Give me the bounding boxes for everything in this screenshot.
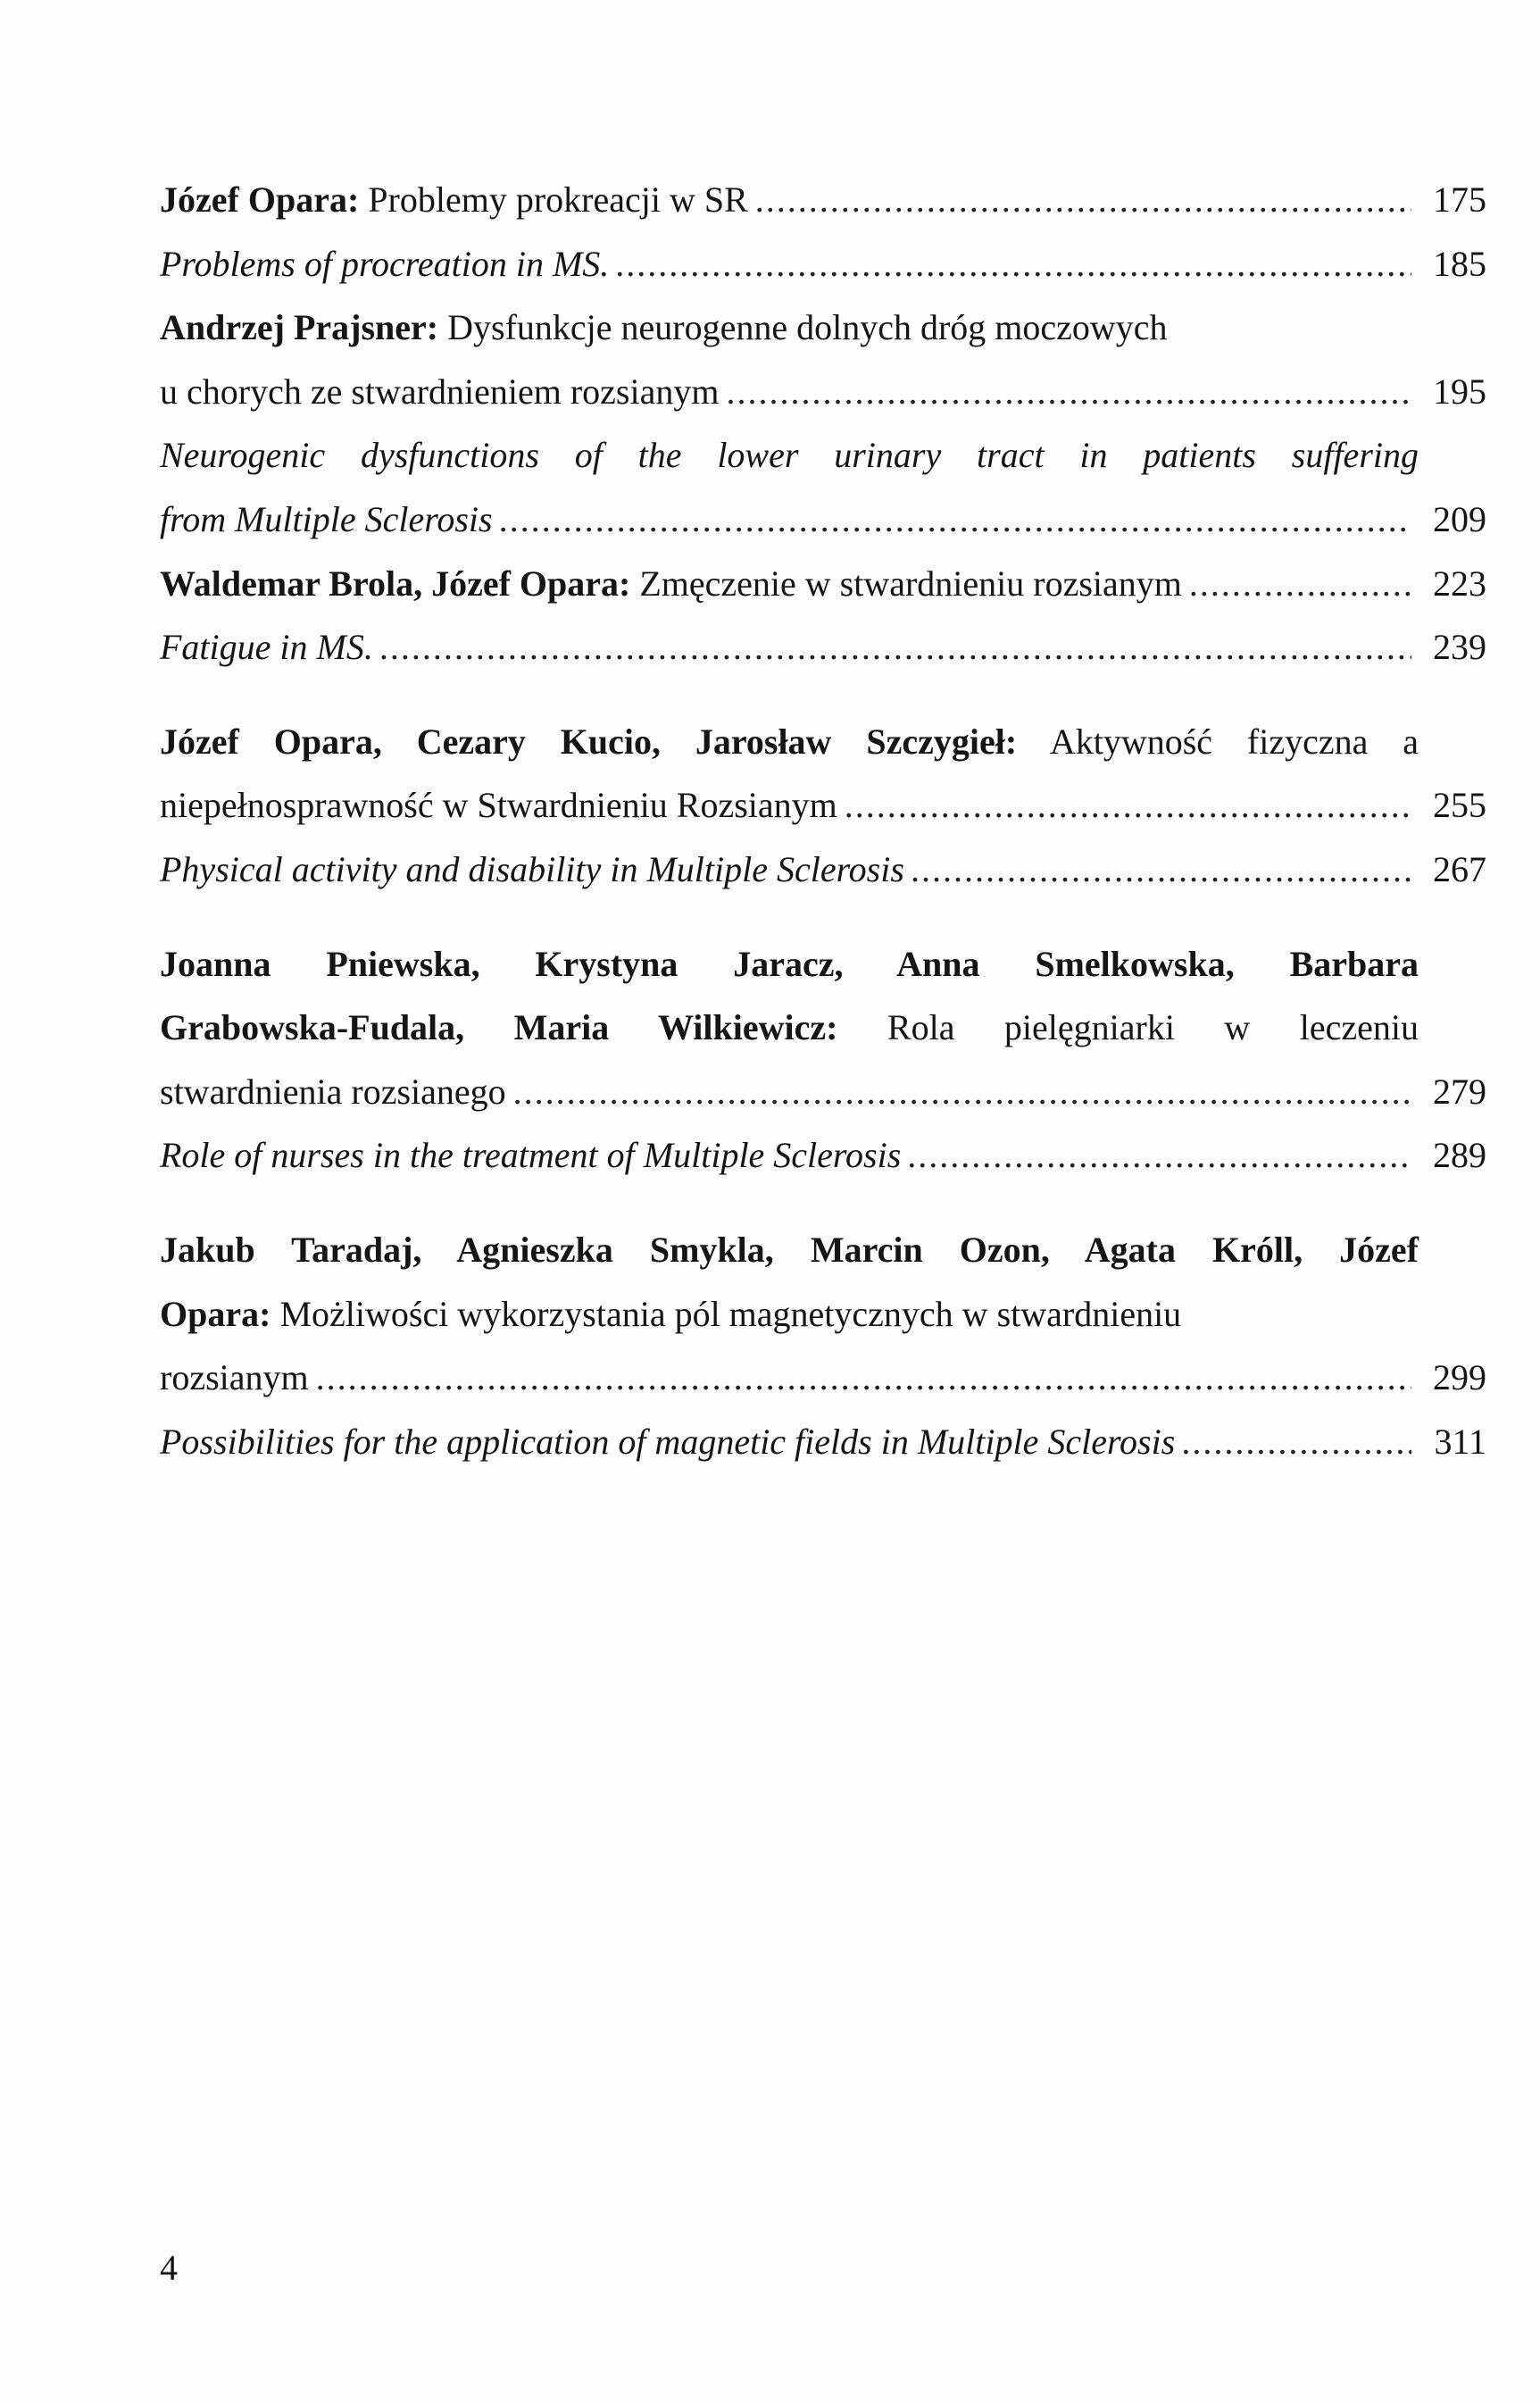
toc-line[interactable]	[160, 773, 1486, 838]
toc-title-en: Neurogenic dysfunctions of the lower urinary tract in patients suffering	[160, 435, 1419, 476]
toc-page-number: 289	[1433, 1135, 1486, 1176]
toc-line	[160, 423, 1486, 488]
toc-title: u chorych ze stwardnieniem rozsianym	[160, 371, 720, 412]
toc-entry	[160, 1218, 1486, 1473]
toc-title: Zmęczenie w stwardnieniu rozsianym	[630, 563, 1182, 604]
toc-authors: Jakub Taradaj, Agnieszka Smykla, Marcin Ozon, Agata Króll, Józef	[160, 1229, 1419, 1270]
leader-dots	[755, 168, 1411, 232]
toc-line	[160, 996, 1486, 1060]
toc-page-number: 299	[1433, 1357, 1486, 1398]
toc-entry	[160, 710, 1486, 902]
toc-line[interactable]	[160, 1123, 1486, 1188]
toc-line[interactable]	[160, 615, 1486, 680]
toc-page-number: 209	[1433, 498, 1486, 539]
toc-title-en: from Multiple Sclerosis	[160, 498, 493, 539]
toc-entry	[160, 296, 1486, 551]
toc-line	[160, 296, 1486, 360]
toc-authors: Józef Opara, Cezary Kucio, Jarosław Szczygieł:	[160, 721, 1018, 762]
toc-page-number: 267	[1433, 848, 1486, 889]
toc-page-number: 255	[1433, 785, 1486, 826]
toc-title: niepełnosprawność w Stwardnieniu Rozsianym	[160, 785, 837, 826]
toc-title: rozsianym	[160, 1357, 309, 1398]
leader-dots	[316, 1346, 1411, 1410]
leader-dots	[1189, 552, 1411, 616]
toc-page-number: 223	[1433, 563, 1486, 604]
toc-title: Możliwości wykorzystania pól magnetycznych w stwardnieniu	[271, 1293, 1182, 1334]
toc-authors: Waldemar Brola, Józef Opara:	[160, 563, 631, 604]
toc-title-en: Fatigue in MS.	[160, 627, 373, 668]
toc-title-en: Possibilities for the application of magnetic fields in Multiple Sclerosis	[160, 1421, 1176, 1462]
leader-dots	[616, 232, 1411, 296]
toc-line[interactable]	[160, 1410, 1486, 1474]
toc-line[interactable]	[160, 168, 1486, 232]
toc-line	[160, 710, 1486, 774]
toc-authors: Andrzej Prajsner:	[160, 307, 439, 348]
toc-title: stwardnienia rozsianego	[160, 1071, 506, 1112]
toc-page-number: 311	[1434, 1421, 1486, 1462]
toc-page-number: 239	[1433, 627, 1486, 668]
leader-dots	[912, 838, 1411, 902]
page-number: 4	[160, 2248, 178, 2288]
leader-dots	[500, 488, 1411, 552]
toc-line[interactable]	[160, 488, 1486, 552]
toc-entry	[160, 552, 1486, 680]
toc-title: Problemy prokreacji w SR	[359, 179, 748, 220]
toc-entry	[160, 932, 1486, 1188]
toc-line	[160, 1218, 1486, 1282]
toc-authors: Opara:	[160, 1293, 271, 1334]
leader-dots	[908, 1123, 1411, 1188]
toc-authors: Józef Opara:	[160, 179, 360, 220]
toc-page-number: 185	[1433, 243, 1486, 284]
toc-page-number: 195	[1433, 371, 1486, 412]
leader-dots	[513, 1060, 1411, 1124]
leader-dots	[1182, 1410, 1411, 1474]
leader-dots	[726, 360, 1411, 424]
toc-entry	[160, 168, 1486, 296]
toc-page-number: 175	[1433, 179, 1486, 220]
toc-line[interactable]	[160, 232, 1486, 296]
toc-line[interactable]	[160, 1060, 1486, 1124]
toc-title-en: Role of nurses in the treatment of Multiple Sclerosis	[160, 1135, 902, 1176]
toc-title: Dysfunkcje neurogenne dolnych dróg moczowych	[438, 307, 1168, 348]
toc-line	[160, 1282, 1486, 1347]
toc-line[interactable]	[160, 552, 1486, 616]
toc-title-en: Physical activity and disability in Multiple Sclerosis	[160, 848, 904, 889]
toc-authors: Grabowska-Fudala, Maria Wilkiewicz:	[160, 1007, 838, 1048]
toc-line[interactable]	[160, 1346, 1486, 1410]
toc-line[interactable]	[160, 838, 1486, 902]
toc-page-number: 279	[1433, 1071, 1486, 1112]
toc-authors: Joanna Pniewska, Krystyna Jaracz, Anna Smelkowska, Barbara	[160, 943, 1419, 984]
toc-title-en: Problems of procreation in MS.	[160, 243, 610, 284]
toc-title: Aktywność fizyczna a	[1017, 721, 1419, 762]
toc-line	[160, 932, 1486, 997]
table-of-contents	[160, 168, 1486, 1473]
toc-title: Rola pielęgniarki w leczeniu	[837, 1007, 1419, 1048]
toc-line[interactable]	[160, 360, 1486, 424]
leader-dots	[380, 615, 1411, 680]
leader-dots	[845, 773, 1411, 838]
